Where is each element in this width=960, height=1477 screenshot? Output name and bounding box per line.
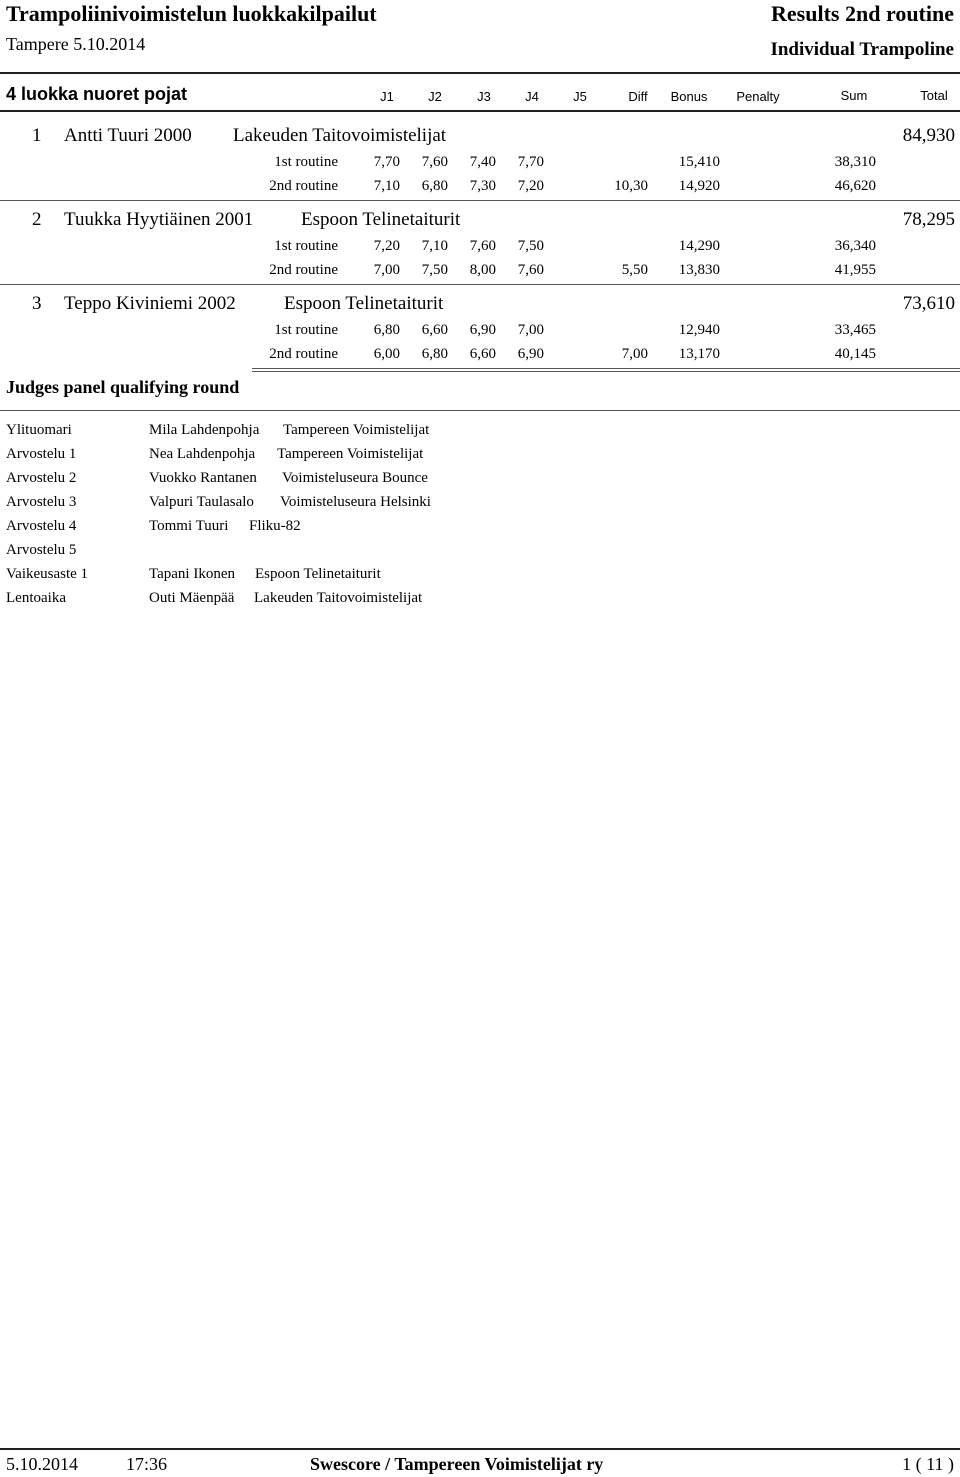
score-j2: 6,80 — [421, 178, 448, 194]
score-sum: 36,340 — [834, 238, 876, 254]
score-j2: 7,50 — [421, 262, 448, 278]
judge-role: Arvostelu 5 — [6, 542, 77, 558]
athlete-name: Teppo Kiviniemi 2002 — [64, 293, 236, 314]
routine-label: 1st routine — [274, 154, 338, 170]
event-name: Individual Trampoline — [770, 39, 954, 60]
header-divider — [0, 72, 960, 74]
judge-club: Tampereen Voimistelijat — [283, 422, 430, 438]
score-bonus: 14,920 — [678, 178, 720, 194]
judge-role: Arvostelu 2 — [6, 470, 77, 486]
judge-role: Vaikeusaste 1 — [6, 566, 89, 582]
score-j3: 8,00 — [469, 262, 496, 278]
judge-club: Espoon Telinetaiturit — [255, 566, 381, 582]
row-divider — [0, 200, 960, 201]
judge-club: Voimisteluseura Helsinki — [280, 494, 431, 510]
score-j4: 7,20 — [517, 178, 544, 194]
footer-date: 5.10.2014 — [6, 1454, 78, 1474]
athlete-rank: 1 — [32, 125, 42, 146]
score-j3: 6,90 — [469, 322, 496, 338]
col-sum: Sum — [840, 88, 868, 103]
judge-name: Nea Lahdenpohja — [149, 446, 256, 462]
routine-label: 2nd routine — [269, 346, 338, 362]
judge-name: Outi Mäenpää — [149, 590, 235, 606]
score-bonus: 14,290 — [678, 238, 720, 254]
judge-role: Lentoaika — [6, 590, 66, 606]
score-j3: 7,30 — [469, 178, 496, 194]
athlete-rank: 3 — [32, 293, 42, 314]
judges-divider — [0, 410, 960, 411]
score-j4: 7,00 — [517, 322, 544, 338]
routine-label: 2nd routine — [269, 262, 338, 278]
athlete-total: 73,610 — [902, 293, 955, 314]
score-j1: 6,00 — [373, 346, 400, 362]
score-diff: 10,30 — [614, 178, 648, 194]
score-j1: 7,10 — [373, 178, 400, 194]
athlete-rank: 2 — [32, 209, 42, 230]
row-divider — [0, 284, 960, 285]
routine-label: 2nd routine — [269, 178, 338, 194]
table-end-divider — [252, 368, 960, 369]
col-j1: J1 — [380, 89, 394, 104]
score-j4: 7,60 — [517, 262, 544, 278]
footer-divider — [0, 1448, 960, 1450]
footer-time: 17:36 — [126, 1454, 168, 1474]
routine-label: 1st routine — [274, 238, 338, 254]
category-title: 4 luokka nuoret pojat — [6, 84, 188, 104]
footer-page-number: 1 ( 11 ) — [902, 1454, 954, 1474]
col-diff: Diff — [628, 89, 648, 104]
judge-name: Mila Lahdenpohja — [149, 422, 260, 438]
score-diff: 5,50 — [621, 262, 648, 278]
judge-role: Arvostelu 3 — [6, 494, 77, 510]
score-j2: 6,60 — [421, 322, 448, 338]
col-j4: J4 — [525, 89, 539, 104]
score-bonus: 12,940 — [678, 322, 720, 338]
judges-panel-title: Judges panel qualifying round — [6, 377, 240, 397]
judge-club: Fliku-82 — [249, 518, 301, 534]
athlete-total: 84,930 — [902, 125, 955, 146]
judge-club: Voimisteluseura Bounce — [282, 470, 428, 486]
competition-title: Trampoliinivoimistelun luokkakilpailut — [6, 1, 377, 26]
athlete-club: Lakeuden Taitovoimistelijat — [233, 125, 447, 146]
athlete-total: 78,295 — [902, 209, 955, 230]
athlete-club: Espoon Telinetaiturit — [284, 293, 444, 314]
athlete-name: Antti Tuuri 2000 — [64, 125, 192, 146]
score-j1: 7,00 — [373, 262, 400, 278]
athlete-name: Tuukka Hyytiäinen 2001 — [64, 209, 254, 230]
score-sum: 40,145 — [834, 346, 876, 362]
score-sum: 33,465 — [834, 322, 876, 338]
score-sum: 41,955 — [834, 262, 876, 278]
judge-name: Valpuri Taulasalo — [149, 494, 254, 510]
score-j4: 7,50 — [517, 238, 544, 254]
col-j5: J5 — [573, 89, 587, 104]
score-bonus: 13,170 — [678, 346, 720, 362]
footer-software: Swescore / Tampereen Voimistelijat ry — [310, 1454, 604, 1474]
judge-role: Arvostelu 1 — [6, 446, 77, 462]
judge-club: Lakeuden Taitovoimistelijat — [254, 590, 423, 606]
score-bonus: 13,830 — [678, 262, 720, 278]
score-j1: 7,20 — [373, 238, 400, 254]
judge-club: Tampereen Voimistelijat — [277, 446, 424, 462]
judge-role: Ylituomari — [6, 422, 72, 438]
score-sum: 38,310 — [834, 154, 876, 170]
judge-name: Tapani Ikonen — [149, 566, 236, 582]
athlete-club: Espoon Telinetaiturit — [301, 209, 461, 230]
col-j3: J3 — [477, 89, 491, 104]
score-diff: 7,00 — [621, 346, 648, 362]
judge-name: Vuokko Rantanen — [149, 470, 257, 486]
score-j2: 7,60 — [421, 154, 448, 170]
score-j3: 6,60 — [469, 346, 496, 362]
score-j3: 7,40 — [469, 154, 496, 170]
score-j2: 7,10 — [421, 238, 448, 254]
score-j2: 6,80 — [421, 346, 448, 362]
col-j2: J2 — [428, 89, 442, 104]
judge-role: Arvostelu 4 — [6, 518, 77, 534]
judge-name: Tommi Tuuri — [149, 518, 229, 534]
routine-label: 1st routine — [274, 322, 338, 338]
col-bonus: Bonus — [670, 89, 708, 104]
place-date: Tampere 5.10.2014 — [6, 34, 146, 54]
score-sum: 46,620 — [834, 178, 876, 194]
score-j4: 6,90 — [517, 346, 544, 362]
score-bonus: 15,410 — [678, 154, 720, 170]
results-title: Results 2nd routine — [771, 1, 954, 26]
col-penalty: Penalty — [736, 89, 780, 104]
col-total: Total — [920, 88, 948, 103]
score-j4: 7,70 — [517, 154, 544, 170]
score-j3: 7,60 — [469, 238, 496, 254]
table-header-divider — [0, 110, 960, 112]
score-j1: 7,70 — [373, 154, 400, 170]
score-j1: 6,80 — [373, 322, 400, 338]
table-end-divider-2 — [252, 371, 960, 372]
